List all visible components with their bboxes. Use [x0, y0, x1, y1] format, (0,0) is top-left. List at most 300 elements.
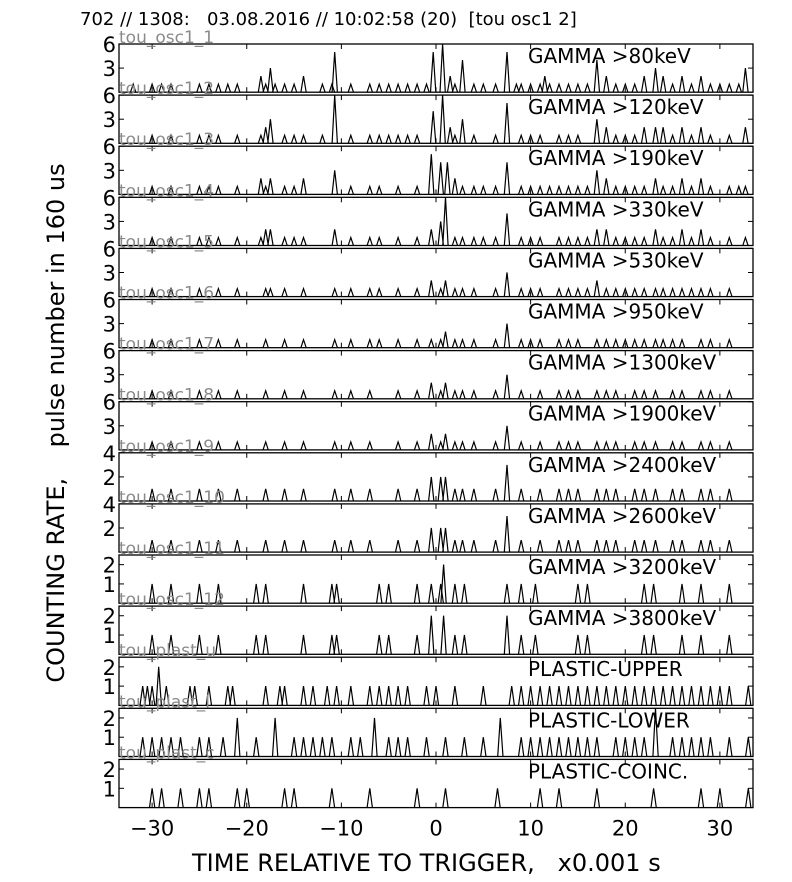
spike-mark [396, 238, 401, 246]
spike-mark [698, 391, 703, 399]
spike-mark [235, 340, 240, 348]
spike-mark [301, 76, 306, 92]
spike-mark [452, 84, 457, 92]
spike-mark [440, 44, 445, 92]
spike-mark [670, 135, 675, 143]
spike-mark [377, 135, 382, 143]
spike-mark [698, 76, 703, 92]
spike-mark [632, 289, 637, 297]
y-tick-label: 1 [102, 777, 116, 802]
spike-mark [291, 186, 296, 194]
spike-mark [708, 489, 713, 501]
y-tick-label: 6 [102, 390, 116, 415]
panel-title: GAMMA >950keV [528, 299, 704, 324]
spike-mark [414, 788, 419, 807]
x-tick-label: 10 [517, 816, 544, 841]
spike-mark [575, 540, 580, 552]
spike-mark [493, 186, 498, 194]
spike-mark [575, 391, 580, 399]
y-tick-label: 4 [102, 441, 116, 466]
spike-mark [498, 718, 503, 757]
spike-mark [698, 489, 703, 501]
spike-mark [301, 686, 306, 705]
spike-mark [471, 84, 476, 92]
spike-mark [235, 84, 240, 92]
y-tick-label: 2 [102, 553, 116, 578]
spike-mark [332, 442, 337, 450]
spike-mark [197, 788, 202, 807]
spike-mark [519, 584, 524, 603]
spike-mark [537, 289, 542, 297]
spike-mark [642, 737, 647, 756]
spike-mark [566, 84, 571, 92]
spike-mark [679, 635, 684, 654]
spike-mark [367, 686, 372, 705]
spike-mark [320, 135, 325, 143]
spike-mark [405, 135, 410, 143]
spike-mark [396, 442, 401, 450]
spike-mark [594, 391, 599, 399]
spike-mark [493, 540, 498, 552]
spike-mark [452, 686, 457, 705]
spike-mark [481, 238, 486, 246]
spike-mark [504, 426, 509, 450]
x-tick-label: −10 [319, 816, 364, 841]
spike-mark [414, 540, 419, 552]
spike-mark [273, 718, 278, 757]
spike-mark [396, 540, 401, 552]
spike-mark [452, 340, 457, 348]
panel-id-label: tou_osc1_10 [119, 487, 225, 508]
spike-mark [377, 289, 382, 297]
y-tick-label: 3 [102, 261, 116, 286]
spike-mark [495, 788, 500, 807]
spike-mark [386, 635, 391, 654]
spike-mark [493, 489, 498, 501]
x-tick-label: 0 [429, 816, 443, 841]
spike-mark [594, 119, 599, 143]
spike-mark [414, 442, 419, 450]
spike-mark [424, 737, 429, 756]
panel-title: GAMMA >330keV [528, 197, 704, 222]
spike-mark [178, 788, 183, 807]
spike-mark [653, 489, 658, 501]
spike-mark [613, 340, 618, 348]
spike-mark [537, 788, 542, 807]
spike-mark [493, 289, 498, 297]
spike-mark [310, 686, 315, 705]
spike-mark [547, 686, 552, 705]
spike-mark [396, 186, 401, 194]
spike-mark [443, 434, 448, 450]
spike-mark [613, 686, 618, 705]
spike-mark [519, 489, 524, 501]
spike-mark [216, 135, 221, 143]
spike-mark [604, 229, 609, 245]
spike-mark [367, 442, 372, 450]
spike-mark [679, 76, 684, 92]
spike-mark [471, 340, 476, 348]
spike-mark [698, 127, 703, 143]
spike-mark [396, 686, 401, 705]
spike-mark [348, 84, 353, 92]
spike-mark [320, 84, 325, 92]
y-tick-label: 2 [102, 655, 116, 680]
spike-mark [533, 584, 538, 603]
spike-mark [727, 635, 732, 654]
spike-mark [679, 686, 684, 705]
spike-mark [670, 84, 675, 92]
spike-mark [429, 281, 434, 297]
spike-mark [220, 737, 225, 756]
spike-mark [746, 737, 751, 756]
spike-mark [642, 489, 647, 501]
spike-mark [566, 135, 571, 143]
spike-mark [263, 686, 268, 705]
spike-mark [348, 686, 353, 705]
spike-mark [604, 178, 609, 194]
spike-mark [348, 489, 353, 501]
spike-mark [642, 186, 647, 194]
spike-mark [268, 178, 273, 194]
spike-mark [493, 391, 498, 399]
spike-mark [414, 186, 419, 194]
spike-mark [642, 584, 647, 603]
panel-id-label: tou_osc1_6 [119, 283, 215, 304]
spike-mark [689, 686, 694, 705]
spike-mark [670, 340, 675, 348]
spike-mark [679, 178, 684, 194]
spike-mark [575, 135, 580, 143]
panel-id-label: tou_osc1_3 [119, 130, 215, 151]
spike-mark [670, 489, 675, 501]
spike-mark [431, 111, 436, 143]
spike-mark [291, 84, 296, 92]
spike-mark [519, 135, 524, 143]
panel-id-label: tou_osc1_9 [119, 436, 215, 457]
spike-mark [396, 489, 401, 501]
spike-mark [537, 186, 542, 194]
spike-mark [651, 635, 656, 654]
spike-mark [235, 391, 240, 399]
y-tick-label: 1 [102, 624, 116, 649]
spike-mark [575, 84, 580, 92]
spike-mark [642, 76, 647, 92]
spike-mark [263, 584, 268, 603]
spike-mark [263, 635, 268, 654]
spike-mark [585, 186, 590, 194]
spike-mark [698, 442, 703, 450]
spike-mark [440, 95, 445, 143]
spike-mark [429, 584, 434, 603]
spike-mark [424, 84, 429, 92]
spike-mark [519, 238, 524, 246]
spike-mark [282, 489, 287, 501]
spike-mark [642, 540, 647, 552]
spike-mark [348, 540, 353, 552]
panel-id-label: tou_plast_l [119, 692, 211, 713]
spike-mark [481, 84, 486, 92]
spike-mark [441, 565, 446, 604]
spike-mark [504, 162, 509, 194]
spike-mark [743, 127, 748, 143]
spike-mark [537, 391, 542, 399]
spike-mark [708, 238, 713, 246]
spike-mark [443, 737, 448, 756]
spike-mark [727, 238, 732, 246]
spike-mark [334, 584, 339, 603]
spike-mark [159, 788, 164, 807]
spike-mark [575, 489, 580, 501]
spike-mark [743, 238, 748, 246]
spike-mark [377, 686, 382, 705]
spike-mark [443, 197, 448, 245]
spike-mark [504, 584, 509, 603]
spike-mark [377, 84, 382, 92]
spike-mark [537, 540, 542, 552]
spike-mark [670, 540, 675, 552]
spike-mark [452, 635, 457, 654]
spike-mark [679, 737, 684, 756]
spike-mark [348, 135, 353, 143]
spike-mark [689, 289, 694, 297]
spike-mark [216, 340, 221, 348]
spike-mark [429, 229, 434, 245]
spike-mark [414, 635, 419, 654]
spike-mark [661, 238, 666, 246]
panel-id-label: tou_osc1_7 [119, 334, 215, 355]
spike-mark [235, 718, 240, 757]
spike-mark [460, 289, 465, 297]
spike-mark [396, 289, 401, 297]
spike-mark [594, 540, 599, 552]
spike-mark [632, 135, 637, 143]
spike-mark [438, 162, 443, 194]
spike-mark [230, 686, 235, 705]
spike-mark [604, 391, 609, 399]
spike-mark [216, 186, 221, 194]
spike-mark [367, 289, 372, 297]
spike-mark [575, 686, 580, 705]
spike-mark [377, 238, 382, 246]
panel-id-label: tou_osc1_8 [119, 385, 215, 406]
panel-id-label: tou_osc1_2 [119, 79, 215, 100]
spike-mark [653, 340, 658, 348]
spike-mark [556, 289, 561, 297]
spike-mark [258, 178, 263, 194]
spike-mark [679, 540, 684, 552]
spike-mark [452, 391, 457, 399]
spike-mark [329, 737, 334, 756]
spike-mark [334, 635, 339, 654]
spike-mark [445, 162, 450, 194]
panel-id-label: tou_plast_c [119, 743, 215, 764]
spike-mark [235, 289, 240, 297]
spike-mark [367, 238, 372, 246]
spike-mark [727, 289, 732, 297]
spike-mark [670, 238, 675, 246]
spike-mark [537, 686, 542, 705]
spike-mark [258, 76, 263, 92]
spike-mark [367, 540, 372, 552]
spike-mark [332, 489, 337, 501]
spike-mark [429, 477, 434, 501]
spike-mark [642, 127, 647, 143]
spike-mark [301, 391, 306, 399]
spike-mark [653, 442, 658, 450]
spike-mark [481, 686, 486, 705]
spike-mark [533, 635, 538, 654]
spike-mark [443, 383, 448, 399]
spike-mark [462, 584, 467, 603]
spike-mark [556, 186, 561, 194]
spike-mark [504, 616, 509, 655]
spike-mark [698, 178, 703, 194]
spike-mark [471, 135, 476, 143]
spike-mark [443, 332, 448, 348]
spike-mark [708, 340, 713, 348]
spike-mark [448, 76, 453, 92]
spike-mark [679, 340, 684, 348]
spike-mark [519, 391, 524, 399]
y-tick-label: 2 [102, 706, 116, 731]
spike-mark [414, 489, 419, 501]
spike-mark [414, 135, 419, 143]
spike-mark [613, 289, 618, 297]
spike-mark [708, 186, 713, 194]
spike-mark [575, 186, 580, 194]
spike-mark [613, 135, 618, 143]
spike-mark [282, 340, 287, 348]
spike-mark [642, 442, 647, 450]
spike-mark [708, 540, 713, 552]
spike-mark [613, 737, 618, 756]
spike-mark [556, 238, 561, 246]
spike-mark [642, 238, 647, 246]
spike-mark [604, 340, 609, 348]
spike-mark [332, 95, 337, 143]
y-tick-label: 1 [102, 675, 116, 700]
spike-mark [698, 229, 703, 245]
spike-mark [429, 616, 434, 655]
spike-mark [386, 84, 391, 92]
spike-mark [329, 788, 334, 807]
spike-mark [377, 584, 382, 603]
spike-mark [348, 238, 353, 246]
panel-title: GAMMA >2400keV [528, 452, 717, 477]
spike-mark [216, 635, 221, 654]
spike-mark [301, 584, 306, 603]
y-tick-label: 2 [102, 517, 116, 541]
spike-mark [235, 186, 240, 194]
y-tick-label: 6 [102, 237, 116, 262]
spike-mark [471, 238, 476, 246]
spike-mark [334, 686, 339, 705]
spike-mark [653, 127, 658, 143]
spike-mark [746, 686, 751, 705]
x-tick-label: 20 [611, 816, 639, 841]
spike-mark [348, 289, 353, 297]
spike-mark [585, 84, 590, 92]
spike-mark [727, 686, 732, 705]
spike-mark [566, 442, 571, 450]
spike-mark [460, 489, 465, 501]
x-tick-label: −20 [224, 816, 269, 841]
spike-mark [679, 489, 684, 501]
spike-mark [405, 84, 410, 92]
spike-mark [282, 135, 287, 143]
spike-mark [301, 135, 306, 143]
y-tick-label: 6 [102, 288, 116, 313]
spike-mark [556, 135, 561, 143]
spike-mark [235, 442, 240, 450]
spike-mark [727, 84, 732, 92]
spike-mark [585, 737, 590, 756]
spike-mark [452, 489, 457, 501]
spike-mark [282, 391, 287, 399]
spike-mark [452, 238, 457, 246]
spike-mark [273, 84, 278, 92]
spike-mark [372, 718, 377, 757]
spike-mark [291, 135, 296, 143]
spike-mark [727, 186, 732, 194]
spike-mark [429, 528, 434, 552]
spike-mark [519, 186, 524, 194]
y-tick-label: 1 [102, 572, 116, 597]
spike-mark [396, 84, 401, 92]
spike-mark [429, 383, 434, 399]
spike-mark [632, 442, 637, 450]
spike-mark [367, 391, 372, 399]
spike-mark [670, 289, 675, 297]
spike-mark [386, 737, 391, 756]
panel-id-label: tou_osc1_5 [119, 232, 215, 253]
spike-mark [698, 635, 703, 654]
spike-mark [268, 229, 273, 245]
spike-mark [367, 489, 372, 501]
spike-mark [348, 391, 353, 399]
y-tick-label: 6 [102, 33, 116, 57]
spike-mark [301, 238, 306, 246]
spike-mark [566, 186, 571, 194]
spike-mark [367, 788, 372, 807]
spike-mark [443, 788, 448, 807]
spike-mark [585, 289, 590, 297]
spike-mark [566, 489, 571, 501]
spike-mark [661, 289, 666, 297]
panel-id-label: tou_osc1_4 [119, 181, 215, 202]
spike-mark [708, 135, 713, 143]
spike-mark [613, 442, 618, 450]
spike-mark [414, 84, 419, 92]
spike-mark [282, 289, 287, 297]
spike-mark [632, 540, 637, 552]
spike-mark [594, 340, 599, 348]
spike-mark [604, 540, 609, 552]
panel-title: PLASTIC-LOWER [528, 708, 690, 733]
spike-mark [604, 127, 609, 143]
spike-mark [263, 442, 268, 450]
spike-mark [443, 477, 448, 501]
spike-mark [651, 584, 656, 603]
spike-mark [282, 442, 287, 450]
spike-mark [471, 489, 476, 501]
spike-mark [235, 135, 240, 143]
spike-mark [679, 584, 684, 603]
spike-mark [727, 489, 732, 501]
spike-mark [670, 442, 675, 450]
spike-mark [225, 84, 230, 92]
